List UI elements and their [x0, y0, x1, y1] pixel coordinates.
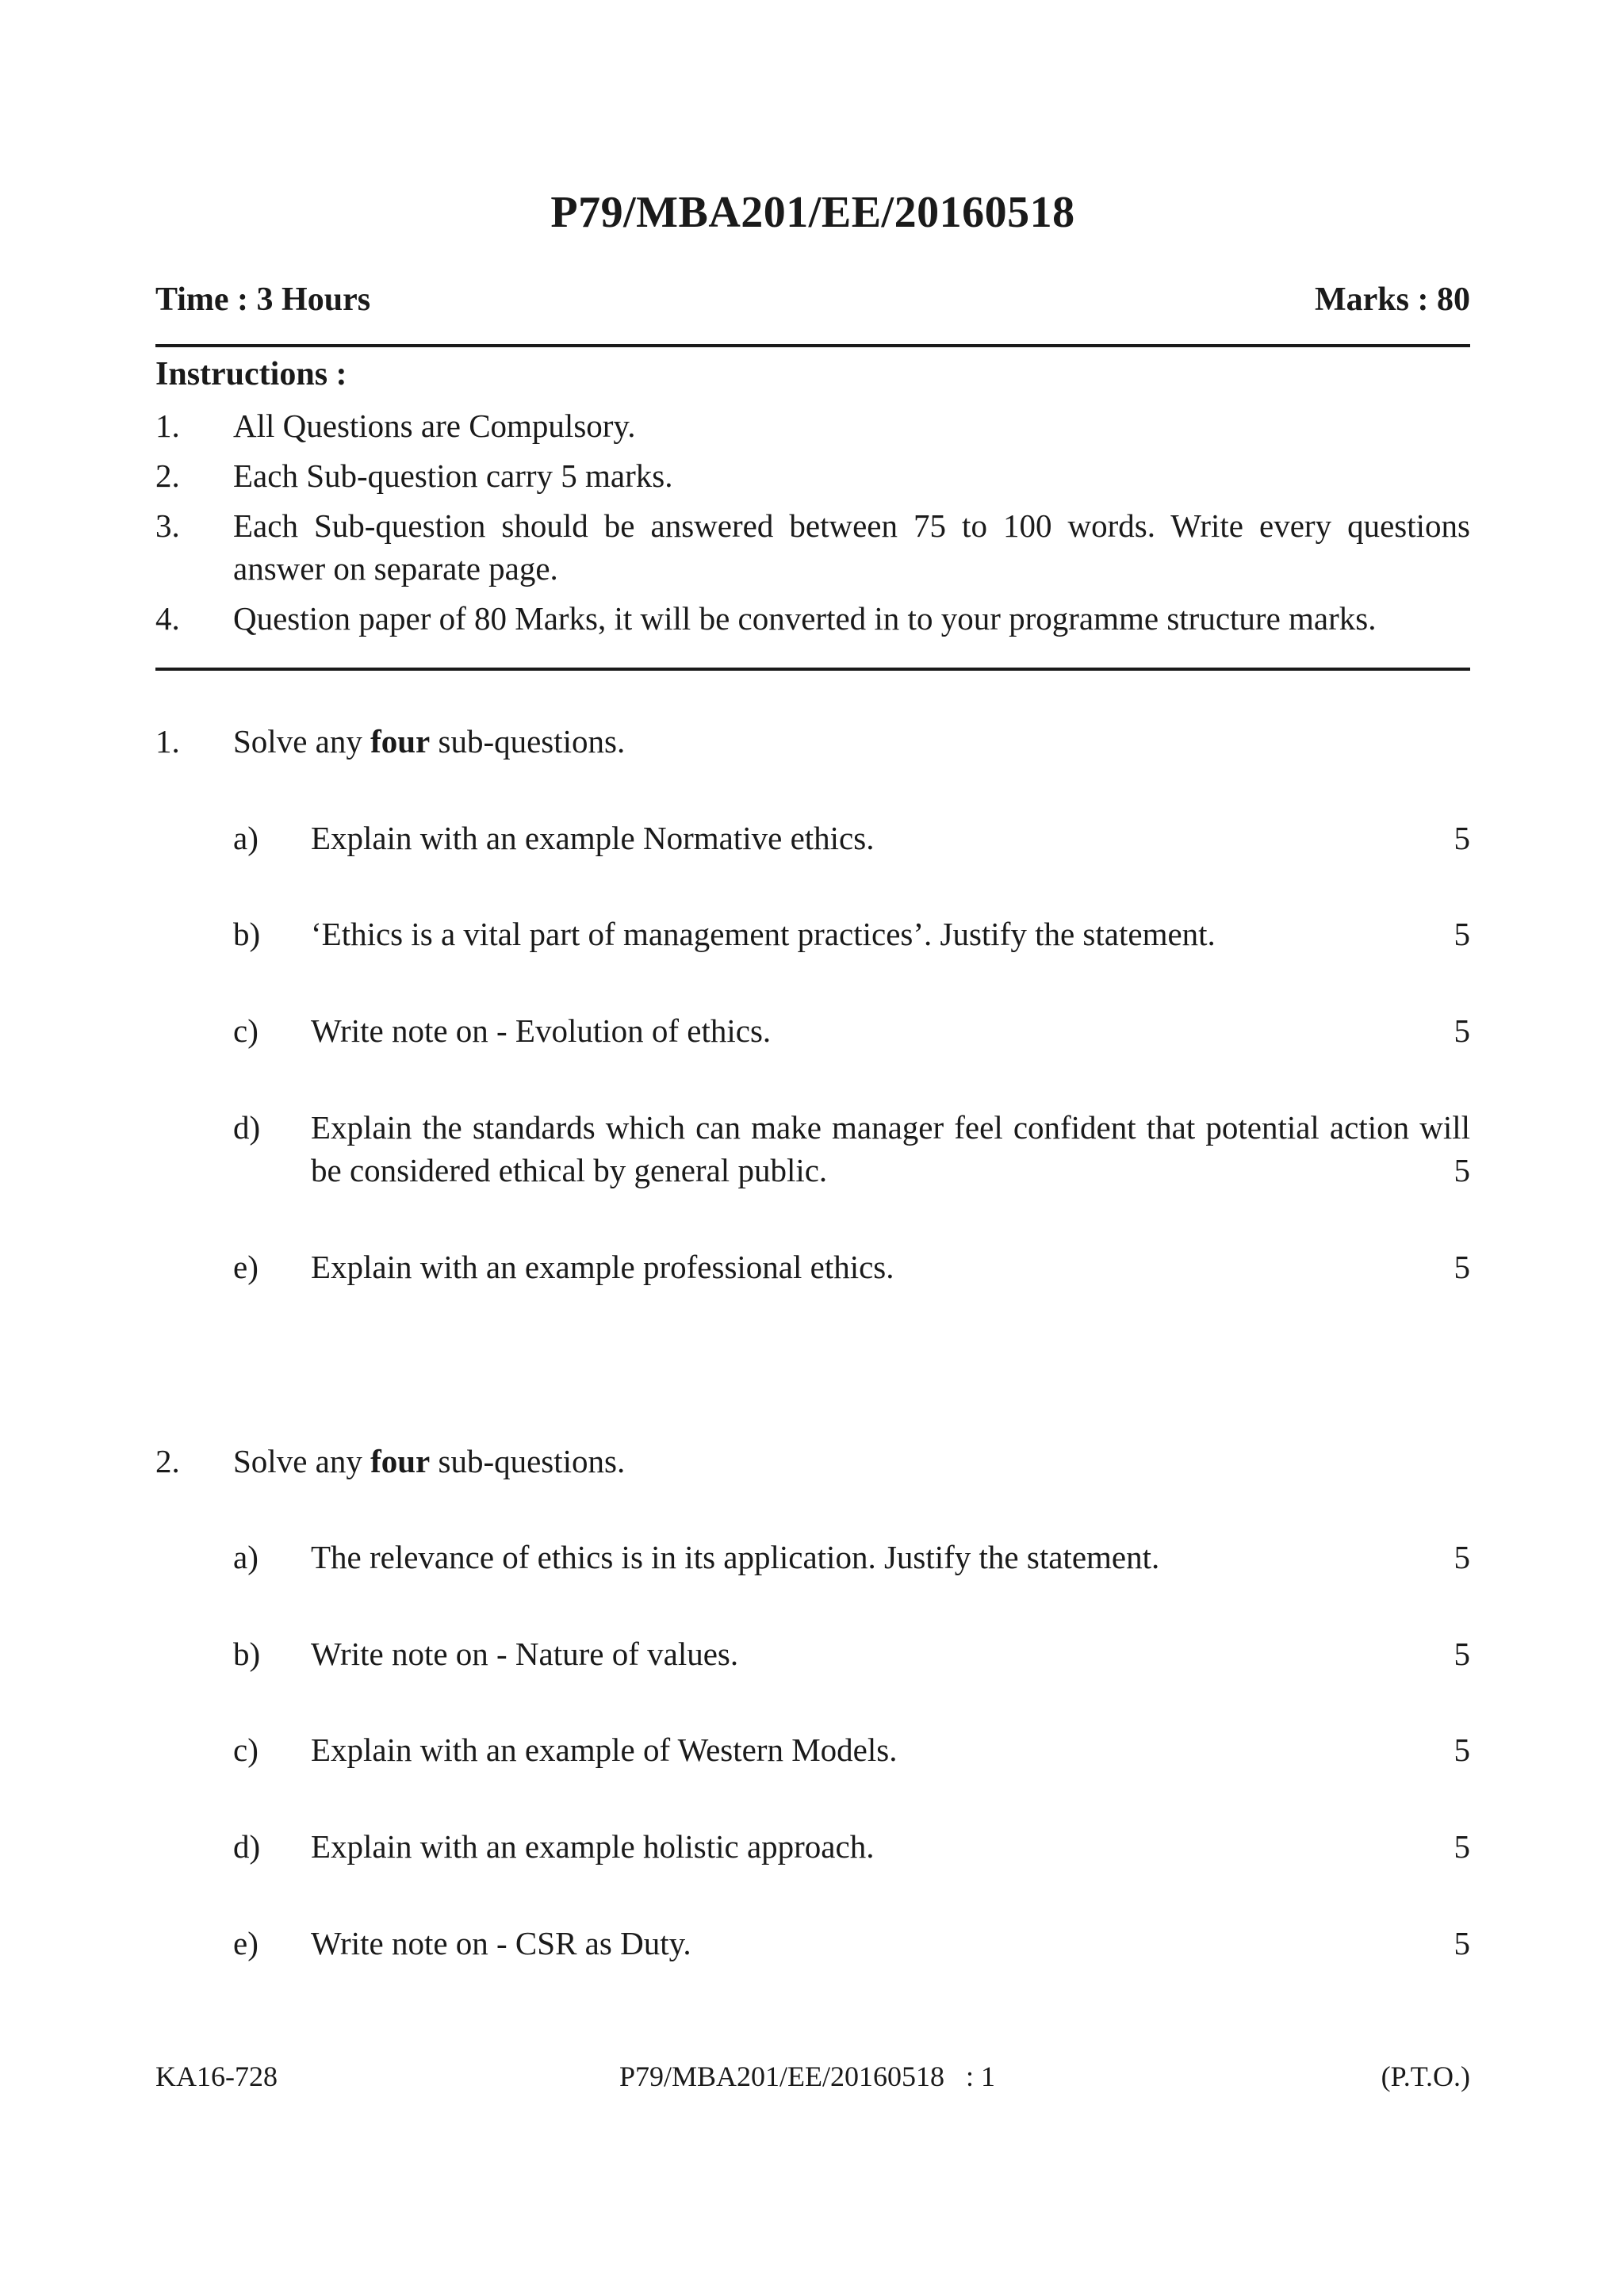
sub-question	[155, 1106, 1470, 1192]
instruction-text: Each Sub-question carry 5 marks.	[233, 457, 673, 494]
instruction-item	[155, 454, 1470, 497]
exam-page	[155, 0, 1470, 2296]
footer-pto: (P.T.O.)	[1381, 2061, 1470, 2092]
sub-question-letter: e)	[233, 1925, 259, 1961]
question-suffix: sub-questions.	[438, 1443, 626, 1479]
sub-question-text: Write note on - Nature of values.	[311, 1636, 739, 1672]
top-divider	[155, 344, 1470, 347]
sub-question	[155, 913, 1470, 955]
sub-question	[155, 1009, 1470, 1052]
sub-question-letter: e)	[233, 1249, 259, 1285]
question-instruction	[233, 1440, 625, 1483]
sub-question	[155, 1632, 1470, 1675]
instruction-item	[155, 597, 1470, 640]
question-number: 1.	[155, 723, 180, 760]
exam-meta-row	[155, 281, 1470, 319]
sub-question-text: Explain with an example Normative ethics.	[311, 820, 875, 856]
marks-label: Marks : 80	[1315, 281, 1470, 318]
sub-question-text: Explain with an example of Western Models.	[311, 1732, 898, 1768]
sub-question-marks: 5	[1454, 1636, 1470, 1672]
question-bold-word: four	[370, 723, 431, 760]
sub-question-text: Write note on - Evolution of ethics.	[311, 1012, 772, 1049]
sub-question-marks: 5	[1454, 916, 1470, 952]
sub-question-text: Explain the standards which can make manager feel confident that potential action will be considered ethical by general public.	[311, 1109, 1470, 1188]
sub-question	[155, 1246, 1470, 1288]
question-heading	[155, 1440, 1470, 1483]
sub-question-marks: 5	[1454, 1828, 1470, 1865]
sub-question-text: Write note on - CSR as Duty.	[311, 1925, 691, 1961]
question-instruction	[233, 720, 625, 763]
instruction-item	[155, 404, 1470, 447]
instruction-number: 3.	[155, 507, 180, 544]
sub-question	[155, 1922, 1470, 1965]
sub-question-text: The relevance of ethics is in its application. Justify the statement.	[311, 1539, 1160, 1575]
sub-question-marks: 5	[1454, 1152, 1470, 1188]
instructions-divider	[155, 668, 1470, 671]
sub-question-text: Explain with an example holistic approach.	[311, 1828, 875, 1865]
question-prefix: Solve any	[233, 723, 362, 760]
instruction-item	[155, 504, 1470, 590]
time-label: Time : 3 Hours	[155, 281, 371, 318]
sub-question-letter: a)	[233, 1539, 259, 1575]
footer-page-number: P79/MBA201/EE/20160518 : 1	[619, 2061, 996, 2092]
paper-code-title: P79/MBA201/EE/20160518	[550, 188, 1075, 237]
sub-question-letter: d)	[233, 1828, 261, 1865]
sub-question-text: ‘Ethics is a vital part of management practices’. Justify the statement.	[311, 916, 1216, 952]
sub-question-marks: 5	[1454, 1925, 1470, 1961]
instruction-text: All Questions are Compulsory.	[233, 408, 636, 444]
question-2	[155, 1440, 1470, 1965]
question-1	[155, 720, 1470, 1288]
question-number: 2.	[155, 1443, 180, 1479]
footer-code: KA16-728	[155, 2061, 278, 2092]
question-prefix: Solve any	[233, 1443, 362, 1479]
instruction-number: 4.	[155, 600, 180, 637]
sub-question-marks: 5	[1454, 1539, 1470, 1575]
sub-question-marks: 5	[1454, 1249, 1470, 1285]
question-bold-word: four	[370, 1443, 431, 1479]
sub-question-letter: b)	[233, 1636, 261, 1672]
sub-question	[155, 1536, 1470, 1578]
sub-question	[155, 817, 1470, 859]
sub-question	[155, 1728, 1470, 1771]
sub-question-letter: c)	[233, 1732, 259, 1768]
instructions-list	[155, 404, 1470, 647]
sub-question-marks: 5	[1454, 1012, 1470, 1049]
instruction-text: Question paper of 80 Marks, it will be converted in to your programme structure marks.	[233, 600, 1377, 637]
sub-question-letter: a)	[233, 820, 259, 856]
sub-question-text: Explain with an example professional ethics.	[311, 1249, 894, 1285]
instruction-number: 1.	[155, 408, 180, 444]
sub-question-letter: d)	[233, 1109, 261, 1146]
sub-question-letter: c)	[233, 1012, 259, 1049]
instructions-heading: Instructions :	[155, 356, 347, 392]
instruction-number: 2.	[155, 457, 180, 494]
instruction-text: Each Sub-question should be answered between 75 to 100 words. Write every questions answer on separate page.	[233, 507, 1470, 587]
sub-question-letter: b)	[233, 916, 261, 952]
sub-question	[155, 1825, 1470, 1868]
question-heading	[155, 720, 1470, 763]
page-footer	[155, 2060, 1470, 2099]
sub-question-marks: 5	[1454, 1732, 1470, 1768]
sub-question-marks: 5	[1454, 820, 1470, 856]
question-suffix: sub-questions.	[438, 723, 626, 760]
